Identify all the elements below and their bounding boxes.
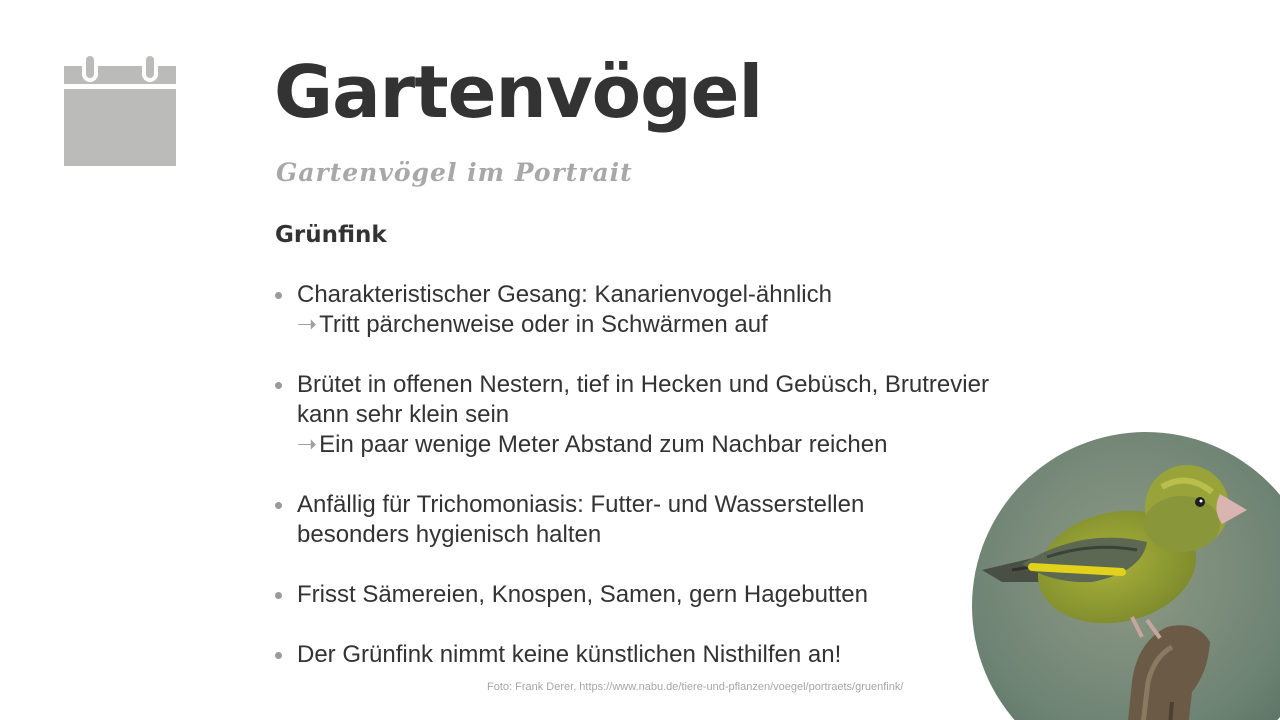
bullet-text: besonders hygienisch halten — [297, 521, 602, 548]
arrow-right-icon: ➝ — [297, 311, 318, 338]
bullet-arrow-note — [297, 430, 1045, 460]
bullet-text: Frisst Sämereien, Knospen, Samen, gern Hagebutten — [297, 581, 868, 608]
arrow-note-text: Ein paar wenige Meter Abstand zum Nachbar reichen — [319, 431, 888, 458]
bullet-item — [275, 640, 1045, 670]
page-subtitle: Gartenvögel im Portrait — [276, 158, 633, 187]
bullet-text: Charakteristischer Gesang: Kanarienvogel-ähnlich — [297, 281, 832, 308]
bullet-text: Der Grünfink nimmt keine künstlichen Nisthilfen an! — [297, 641, 842, 668]
bullet-dot — [275, 502, 282, 509]
bullet-item — [275, 280, 1045, 340]
arrow-note-text: Tritt pärchenweise oder in Schwärmen auf — [319, 311, 768, 338]
bullet-arrow-note — [297, 310, 1045, 340]
bullet-item — [275, 580, 1045, 610]
bullet-text: kann sehr klein sein — [297, 401, 510, 428]
greenfinch-photo — [972, 432, 1280, 720]
bullet-dot — [275, 382, 282, 389]
calendar-icon — [64, 54, 176, 166]
photo-caption: Foto: Frank Derer, https://www.nabu.de/tiere-und-pflanzen/voegel/portraets/gruenfink/ — [487, 681, 904, 693]
page-title: Gartenvögel — [274, 50, 763, 134]
bullet-item — [275, 370, 1045, 460]
bullet-text: Brütet in offenen Nestern, tief in Hecken und Gebüsch, Brutrevier — [297, 371, 989, 398]
section-heading: Grünfink — [275, 222, 387, 248]
bullet-text: Anfällig für Trichomoniasis: Futter- und Wasserstellen — [297, 491, 865, 518]
bullet-dot — [275, 592, 282, 599]
bullet-item — [275, 490, 1045, 550]
bullet-dot — [275, 292, 282, 299]
arrow-right-icon: ➝ — [297, 431, 318, 458]
bullet-dot — [275, 652, 282, 659]
bullet-list — [275, 280, 1045, 700]
